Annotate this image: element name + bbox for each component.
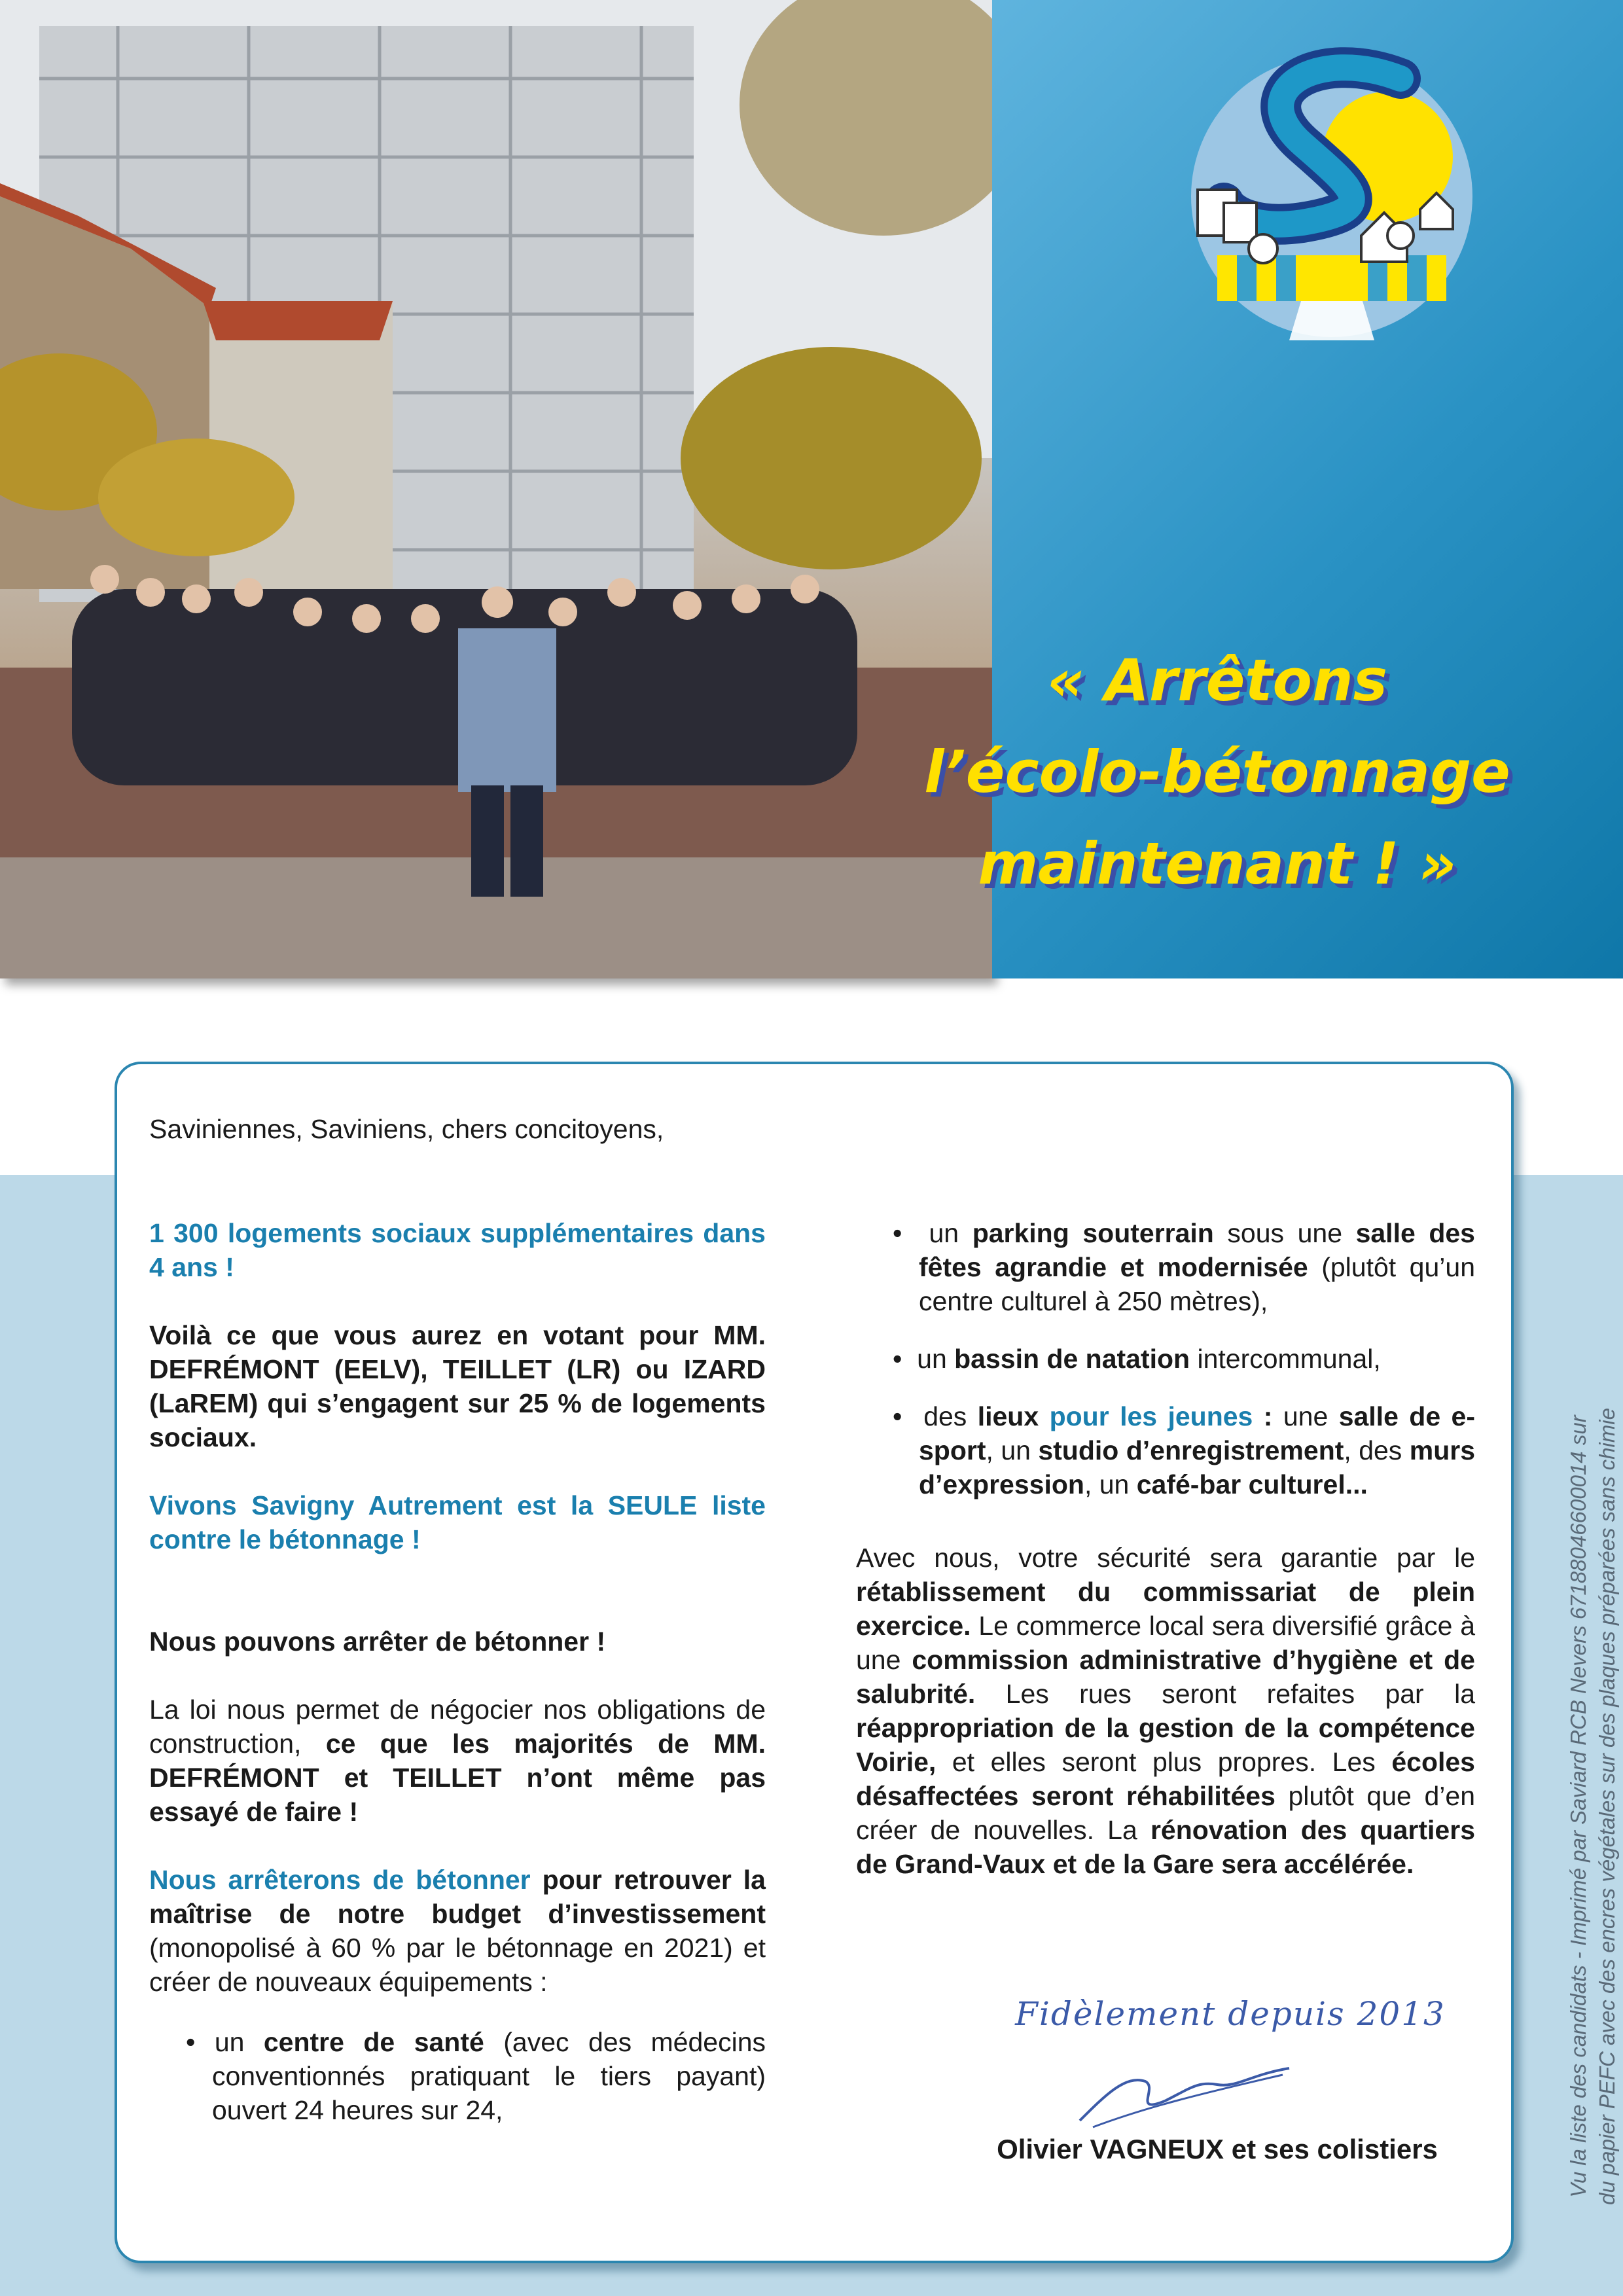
text-bold: rétablissement du commissariat de plein exercice. — [856, 1577, 1475, 1641]
signatory: Olivier VAGNEUX et ses colistiers — [997, 2134, 1438, 2164]
text: , un — [986, 1435, 1039, 1465]
text-bold: centre de santé — [263, 2027, 484, 2057]
slogan-line-1: « Arrêtons — [1047, 647, 1387, 714]
text-bold: lieux — [977, 1401, 1039, 1431]
text: (monopolisé à 60 % par le bétonnage en 2021) et créer de nouveaux équipements : — [149, 1933, 766, 1997]
text: , un — [1084, 1469, 1137, 1499]
group-photo — [0, 0, 992, 978]
text: et elles seront plus propres. Les — [936, 1747, 1392, 1777]
salutation: Saviniennes, Saviniens, chers concitoyens, — [149, 1114, 664, 1144]
legal-line-1: Vu la liste des candidats - Imprimé par Saviard RCB Nevers 67188046600014 sur — [1566, 1415, 1590, 2198]
text-bold: pour retrouver la maîtrise de notre budget d’investissement — [149, 1865, 766, 1929]
slogan — [851, 635, 1584, 910]
text-bold: salle des fêtes agrandie et modernisée — [919, 1218, 1475, 1282]
text: (avec des médecins conventionnés pratiquant le tiers payant) ouvert 24 heures sur 24, — [212, 2027, 766, 2125]
slogan-line-3: maintenant ! » — [978, 830, 1457, 897]
legal-notice — [1564, 1348, 1622, 2265]
signature-scribble — [1067, 2055, 1302, 2134]
text-bold: réappropriation de la gestion de la compétence Voirie, — [856, 1713, 1475, 1777]
text-bold: bassin de natation — [954, 1344, 1190, 1374]
paragraph-law — [149, 1693, 766, 1829]
left-column — [149, 1216, 766, 2161]
text-blue: pour les jeunes — [1039, 1401, 1253, 1431]
bullet-youth-places: • des lieux pour les jeunes : une salle de e-sport, un studio d’enregistrement, des murs d’expression, un café-bar culturel... — [893, 1401, 1476, 1499]
headline-housing: 1 300 logements sociaux supplémentaires dans 4 ans ! — [149, 1218, 766, 1282]
right-column — [856, 1216, 1475, 1915]
text: La loi nous permet de négocier nos obligations de construction, — [149, 1695, 766, 1759]
text: , des — [1344, 1435, 1410, 1465]
legal-line-2: du papier PEFC avec des encres végétales sur des plaques préparées sans chimie — [1595, 1408, 1619, 2206]
bullet-parking: • un parking souterrain sous une salle des fêtes agrandie et modernisée (plutôt qu’un centre culturel à 250 mètres), — [893, 1218, 1475, 1316]
paragraph-only-list: Vivons Savigny Autrement est la SEULE liste contre le bétonnage ! — [149, 1490, 766, 1554]
text-bold: : — [1253, 1401, 1283, 1431]
text: Avec nous, votre sécurité sera garantie par le — [856, 1543, 1475, 1573]
text-bold: café-bar culturel... — [1136, 1469, 1368, 1499]
text: Les rues seront refaites par la — [975, 1679, 1475, 1709]
party-logo — [1185, 39, 1479, 367]
paragraph-vote-warning: Voilà ce que vous aurez en votant pour MM. DEFRÉMONT (EELV), TEILLET (LR) ou IZARD (LaREM) qui s’engagent sur 25 % de logements sociaux. — [149, 1320, 766, 1452]
paragraph-budget — [149, 1863, 766, 1999]
handwritten-note: Fidèlement depuis 2013 — [1015, 1995, 1446, 2033]
bullet-health-centre: • un centre de santé (avec des médecins conventionnés pratiquant le tiers payant) ouvert 24 heures sur 24, — [186, 2027, 766, 2125]
text: intercommunal, — [1190, 1344, 1381, 1374]
paragraph-security — [856, 1541, 1475, 1881]
heading-stop-concrete: Nous pouvons arrêter de bétonner ! — [149, 1626, 606, 1657]
text: une — [1283, 1401, 1339, 1431]
text: sous une — [1213, 1218, 1356, 1248]
text-blue: Nous arrêterons de bétonner — [149, 1865, 531, 1895]
text: plutôt que d’en créer de nouvelles. La — [856, 1781, 1475, 1845]
signature-block — [949, 1983, 1486, 2245]
text: un — [917, 1344, 955, 1374]
text-bold: murs d’expression — [919, 1435, 1475, 1499]
text-bold: écoles désaffectées seront réhabilitées — [856, 1747, 1475, 1811]
text-bold: studio d’enregistrement — [1038, 1435, 1344, 1465]
text: des — [923, 1401, 978, 1431]
text: (plutôt qu’un centre culturel à 250 mètres), — [919, 1252, 1475, 1316]
text: un — [929, 1218, 972, 1248]
bullet-swimming-pool: • un bassin de natation intercommunal, — [893, 1344, 1381, 1374]
group-photo-illustration — [0, 0, 992, 978]
text-bold: commission administrative d’hygiène et de salubrité. — [856, 1645, 1475, 1709]
text-bold: rénovation des quartiers de Grand-Vaux et de la Gare sera accélérée. — [856, 1815, 1475, 1879]
text-bold: ce que les majorités de MM. DEFRÉMONT et TEILLET n’ont même pas essayé de faire ! — [149, 1729, 766, 1827]
text-bold: parking souterrain — [972, 1218, 1214, 1248]
text: Le commerce local sera diversifié grâce à une — [856, 1611, 1475, 1675]
slogan-line-2: l’écolo-bétonnage — [924, 738, 1510, 806]
text-bold: salle de e-sport — [919, 1401, 1476, 1465]
text: un — [214, 2027, 264, 2057]
